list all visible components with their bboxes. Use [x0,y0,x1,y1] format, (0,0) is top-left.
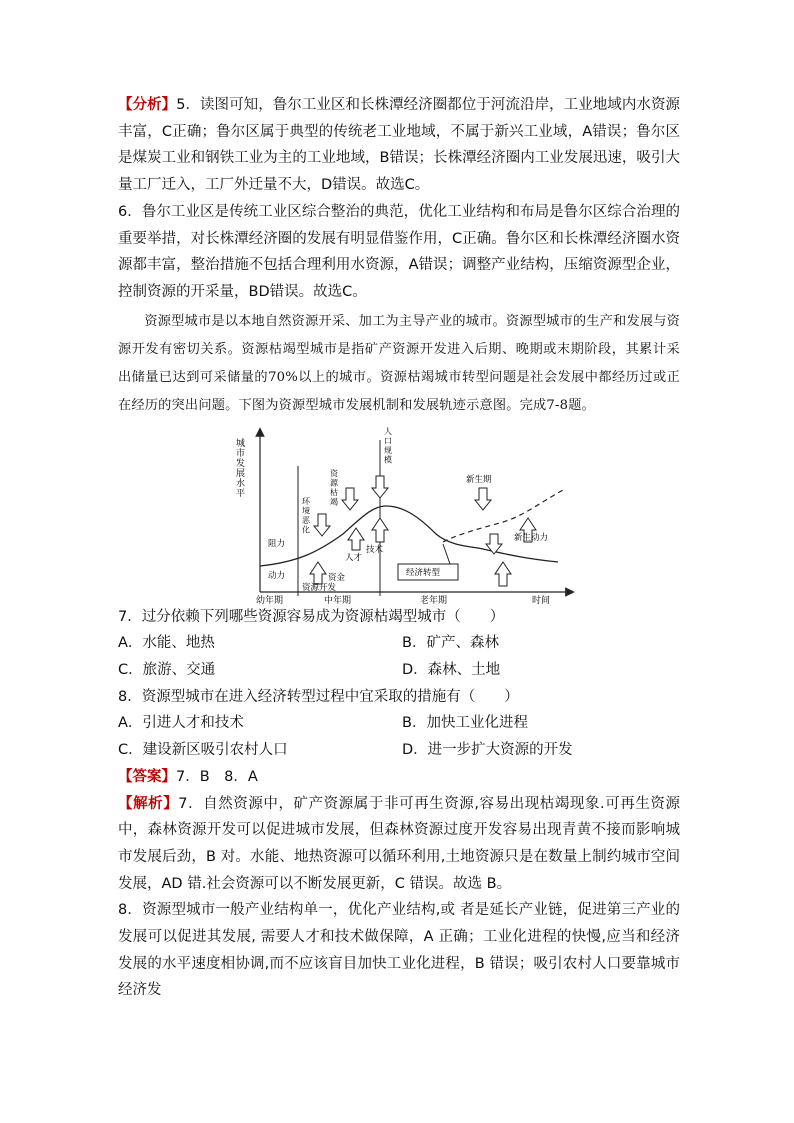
q7-option-b: B．矿产、森林 [402,635,499,652]
arrow-up-talent [348,528,364,550]
stage-middle: 中年期 [324,595,352,604]
label-capital: 资金 [328,572,346,583]
arrow-down-env [314,514,330,536]
stage-old: 老年期 [420,595,448,604]
q8-option-b: B．加快工业化进程 [402,715,528,732]
label-resistance: 阻力 [268,538,286,549]
label-resource-dev: 资源开发 [302,582,337,593]
label-env-deteriorate: 环境恶化 [302,496,310,535]
label-talent: 人才 [345,552,363,563]
analysis-tag: 【分析】 [118,97,177,113]
label-power: 动力 [268,570,286,581]
econ-transform-pointer [443,544,450,564]
diagram-svg [118,424,680,604]
document-content [118,92,680,1004]
question-8-stem: 8．资源型城市在进入经济转型过程中宜采取的措施有（ ） [118,688,519,705]
question-8-options [118,710,680,763]
q8-option-a: A．引进人才和技术 [118,715,244,732]
q7-option-d: D．森林、土地 [402,662,501,679]
explanation-q8: 8．资源型城市一般产业结构单一，优化产业结构,或 者是延长产业链，促进第三产业的发展可以促进其发展, 需要人才和技术做保障，A 正确；工业化进程的快慢,应当和经济发展的水平速度相协调,而不应该盲目加快工业化进程，B 错误；吸引农村人口要靠城市经济发 [118,902,680,999]
analysis-q5-text: 5．读图可知，鲁尔工业区和长株潭经济圈都位于河流沿岸，工业地域内水资源丰富，C正确；鲁尔区属于典型的传统老工业地域，不属于新兴工业域，A错误；鲁尔区是煤炭工业和钢铁工业为主的工业地域，B错误；长株潭经济圈内工业发展迅速，吸引大量工厂迁入，工厂外迁量不大，D错误。故选C。 [118,97,680,194]
q7-option-a: A．水能、地热 [118,635,215,652]
arrow-down-resource [342,488,358,510]
q7-option-c: C．旅游、交通 [118,662,216,679]
question-7-stem: 7．过分依赖下列哪些资源容易成为资源枯竭型城市（ ） [118,608,505,625]
development-diagram [118,424,680,604]
label-econ-transform: 经济转型 [406,567,441,578]
q8-option-d: D．进一步扩大资源的开发 [402,742,573,759]
question-7-options [118,630,680,683]
answer-text: 7．B 8．A [176,768,258,785]
analysis-q5 [118,92,680,199]
answer-line [118,764,680,791]
answer-tag: 【答案】 [118,768,176,785]
analysis-q6: 6．鲁尔工业区是传统工业区综合整治的典范，优化工业结构和布局是鲁尔区综合治理的重要举措，对长株潭经济圈的发展有明显借鉴作用，C正确。鲁尔区和长株潭经济圈水资源都丰富，整治措施不包括合理利用水资源，A错误；调整产业结构，压缩资源型企业，控制资源的开采量，BD错误。故选C。 [118,203,680,300]
y-axis-label: 城市发展水平 [236,438,246,499]
label-new-life: 新生期 [466,474,492,485]
explanation-q7 [118,791,680,898]
arrow-down-old [486,534,502,554]
material-passage: 资源型城市是以本地自然资源开采、加工为主导产业的城市。资源型城市的生产和发展与资源开发有密切关系。资源枯竭型城市是指矿产资源开发进入后期、晚期或末期阶段，其累计采出储量已达到可采储量的70%以上的城市。资源枯竭城市转型问题是社会发展中都经历过或正在经历的突出问题。下图为资源型城市发展机制和发展轨迹示意图。完成7-8题。 [118,313,680,413]
label-technology: 技术 [366,544,384,555]
q8-option-c: C．建设新区吸引农村人口 [118,742,288,759]
arrow-up-old [495,562,511,586]
arrow-down-population [372,476,388,498]
arrow-down-newlife [475,488,491,510]
label-new-power: 新生动力 [514,532,549,543]
stage-childhood: 幼年期 [256,595,284,604]
label-resource-exhaust: 资源枯竭 [330,468,338,507]
arrow-up-technology [372,518,388,542]
x-axis-end-label: 时间 [532,595,551,604]
explanation-q7-text: 7．自然资源中，矿产资源属于非可再生资源,容易出现枯竭现象.可再生资源中，森林资源开发可以促进城市发展，但森林资源过度开发容易出现青黄不接而影响城市发展后劲，B 对。水能、地热资源可以循环利用,土地资源只是在数量上制约城市空间发展，AD 错.社会资源可以不断发展更新，C 错误。故选 B。 [118,795,681,892]
explanation-tag: 【解析】 [118,795,179,812]
label-population-scale: 人口规模 [384,426,392,465]
arrow-up-capital [310,562,326,584]
